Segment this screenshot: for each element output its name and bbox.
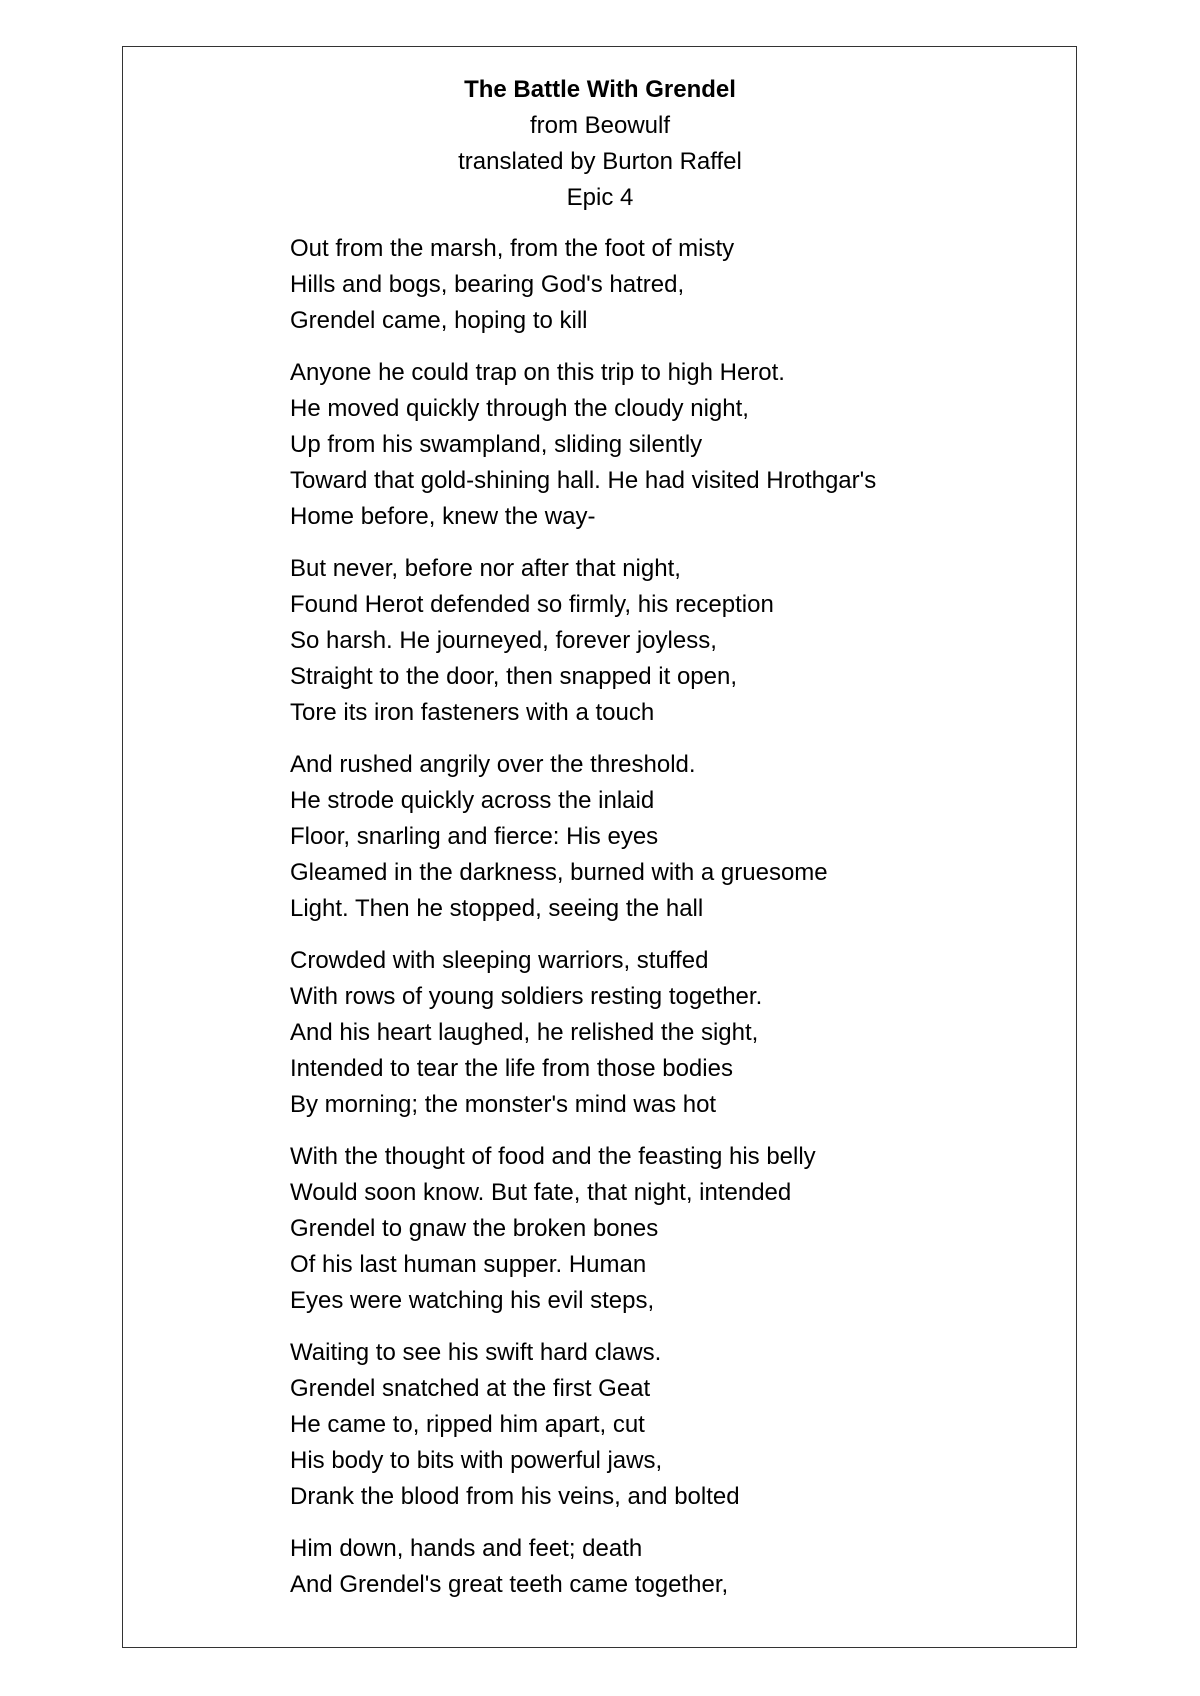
poem-line: But never, before nor after that night, xyxy=(290,555,681,582)
poem-line: Grendel to gnaw the broken bones xyxy=(290,1215,659,1242)
poem-line: And his heart laughed, he relished the sight, xyxy=(290,1019,759,1046)
poem-line: Would soon know. But fate, that night, intended xyxy=(290,1179,792,1206)
stanza xyxy=(290,1335,1050,1515)
poem-line: Him down, hands and feet; death xyxy=(290,1535,643,1562)
poem-line: Out from the marsh, from the foot of misty xyxy=(290,235,735,262)
poem-line: Hills and bogs, bearing God's hatred, xyxy=(290,271,685,298)
poem-line: Floor, snarling and fierce: His eyes xyxy=(290,823,659,850)
stanza xyxy=(290,747,1050,927)
poem-line: Of his last human supper. Human xyxy=(290,1251,647,1278)
document-title: The Battle With Grendel xyxy=(464,76,736,103)
document-source: from Beowulf xyxy=(529,112,671,139)
stanza xyxy=(290,943,1050,1123)
poem-line: Straight to the door, then snapped it open, xyxy=(290,663,737,690)
stanza xyxy=(290,231,1050,339)
poem-line: By morning; the monster's mind was hot xyxy=(290,1091,717,1118)
poem-line: Up from his swampland, sliding silently xyxy=(290,431,703,458)
poem-line: With the thought of food and the feasting his belly xyxy=(290,1143,816,1170)
poem-body xyxy=(290,231,1050,1619)
poem-line: Eyes were watching his evil steps, xyxy=(290,1287,655,1314)
poem-line: Home before, knew the way- xyxy=(290,503,596,530)
stanza xyxy=(290,551,1050,731)
stanza xyxy=(290,1531,1050,1603)
poem-line: Intended to tear the life from those bodies xyxy=(290,1055,733,1082)
poem-line: Tore its iron fasteners with a touch xyxy=(290,699,655,726)
poem-line: So harsh. He journeyed, forever joyless, xyxy=(290,627,717,654)
poem-line: Crowded with sleeping warriors, stuffed xyxy=(290,947,709,974)
poem-line: His body to bits with powerful jaws, xyxy=(290,1447,663,1474)
poem-line: He moved quickly through the cloudy night, xyxy=(290,395,749,422)
poem-line: Drank the blood from his veins, and bolted xyxy=(290,1483,740,1510)
stanza xyxy=(290,355,1050,535)
document-header xyxy=(0,72,1200,216)
poem-line: Toward that gold-shining hall. He had visited Hrothgar's xyxy=(290,467,877,494)
poem-line: And Grendel's great teeth came together, xyxy=(290,1571,729,1598)
poem-line: Anyone he could trap on this trip to high Herot. xyxy=(290,359,785,386)
poem-line: Found Herot defended so firmly, his reception xyxy=(290,591,774,618)
poem-line: And rushed angrily over the threshold. xyxy=(290,751,696,778)
poem-line: Grendel came, hoping to kill xyxy=(290,307,588,334)
document-translator: translated by Burton Raffel xyxy=(458,148,742,175)
stanza xyxy=(290,1139,1050,1319)
poem-line: With rows of young soldiers resting together. xyxy=(290,983,763,1010)
poem-line: He strode quickly across the inlaid xyxy=(290,787,655,814)
poem-line: Light. Then he stopped, seeing the hall xyxy=(290,895,704,922)
poem-line: He came to, ripped him apart, cut xyxy=(290,1411,645,1438)
poem-line: Gleamed in the darkness, burned with a gruesome xyxy=(290,859,828,886)
document-section: Epic 4 xyxy=(566,184,634,211)
poem-line: Grendel snatched at the first Geat xyxy=(290,1375,651,1402)
poem-line: Waiting to see his swift hard claws. xyxy=(290,1339,662,1366)
